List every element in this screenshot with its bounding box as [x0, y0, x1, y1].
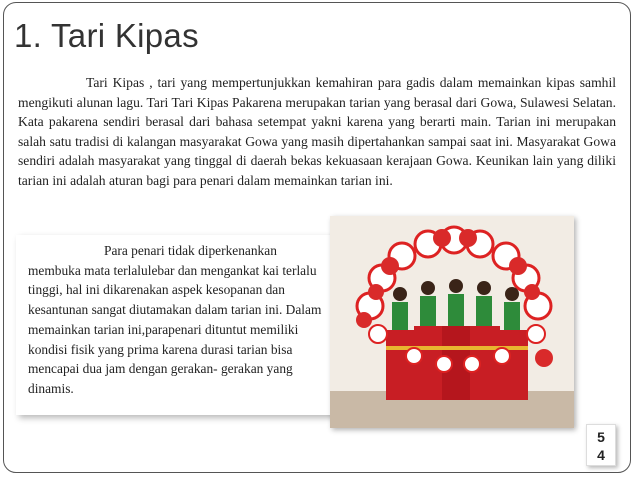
rules-text-box: [16, 235, 334, 415]
page-number-badge: [586, 424, 616, 466]
slide: [3, 2, 631, 473]
page-number-digit-2: 4: [597, 447, 605, 463]
rules-paragraph: Para penari tidak diperkenankan membuka mata terlalulebar dan mengankat kai terlalu tinggi, hal ini dikarenakan aspek kesopanan dan kesantunan sangat diutamakan dalam tarian ini. Dalam memainkan tarian ini,parapenari dituntut memiliki kondisi fisik yang prima karena durasi tarian bisa mencapai dua jam dengan gerakan- gerakan yang dinamis.: [28, 243, 322, 396]
page-number-digit-1: 5: [597, 429, 605, 445]
dancers-illustration: [330, 216, 574, 428]
slide-title: 1. Tari Kipas: [14, 17, 199, 54]
intro-paragraph: Tari Kipas , tari yang mempertunjukkan kemahiran para gadis dalam memainkan kipas samhil mengikuti alunan lagu. Tari Tari Kipas Pakarena merupakan tarian yang berasal dari Gowa, Sulawesi Selatan. Kata pakarena sendiri berasal dari bahasa setempat yakni karena yang berarti main. Tarian ini merupakan salah satu tradisi di kalangan masyarakat Gowa yang masih dipertahankan sampai saat ini. Masyarakat Gowa sendiri adalah masyarakat yang tinggal di daerah bekas kekuasaan kerajaan Gowa. Keunikan lain yang diliki tarian ini adalah aturan bagi para penari dalam memainkan tarian ini.: [18, 75, 616, 188]
dance-photo: [330, 216, 574, 428]
